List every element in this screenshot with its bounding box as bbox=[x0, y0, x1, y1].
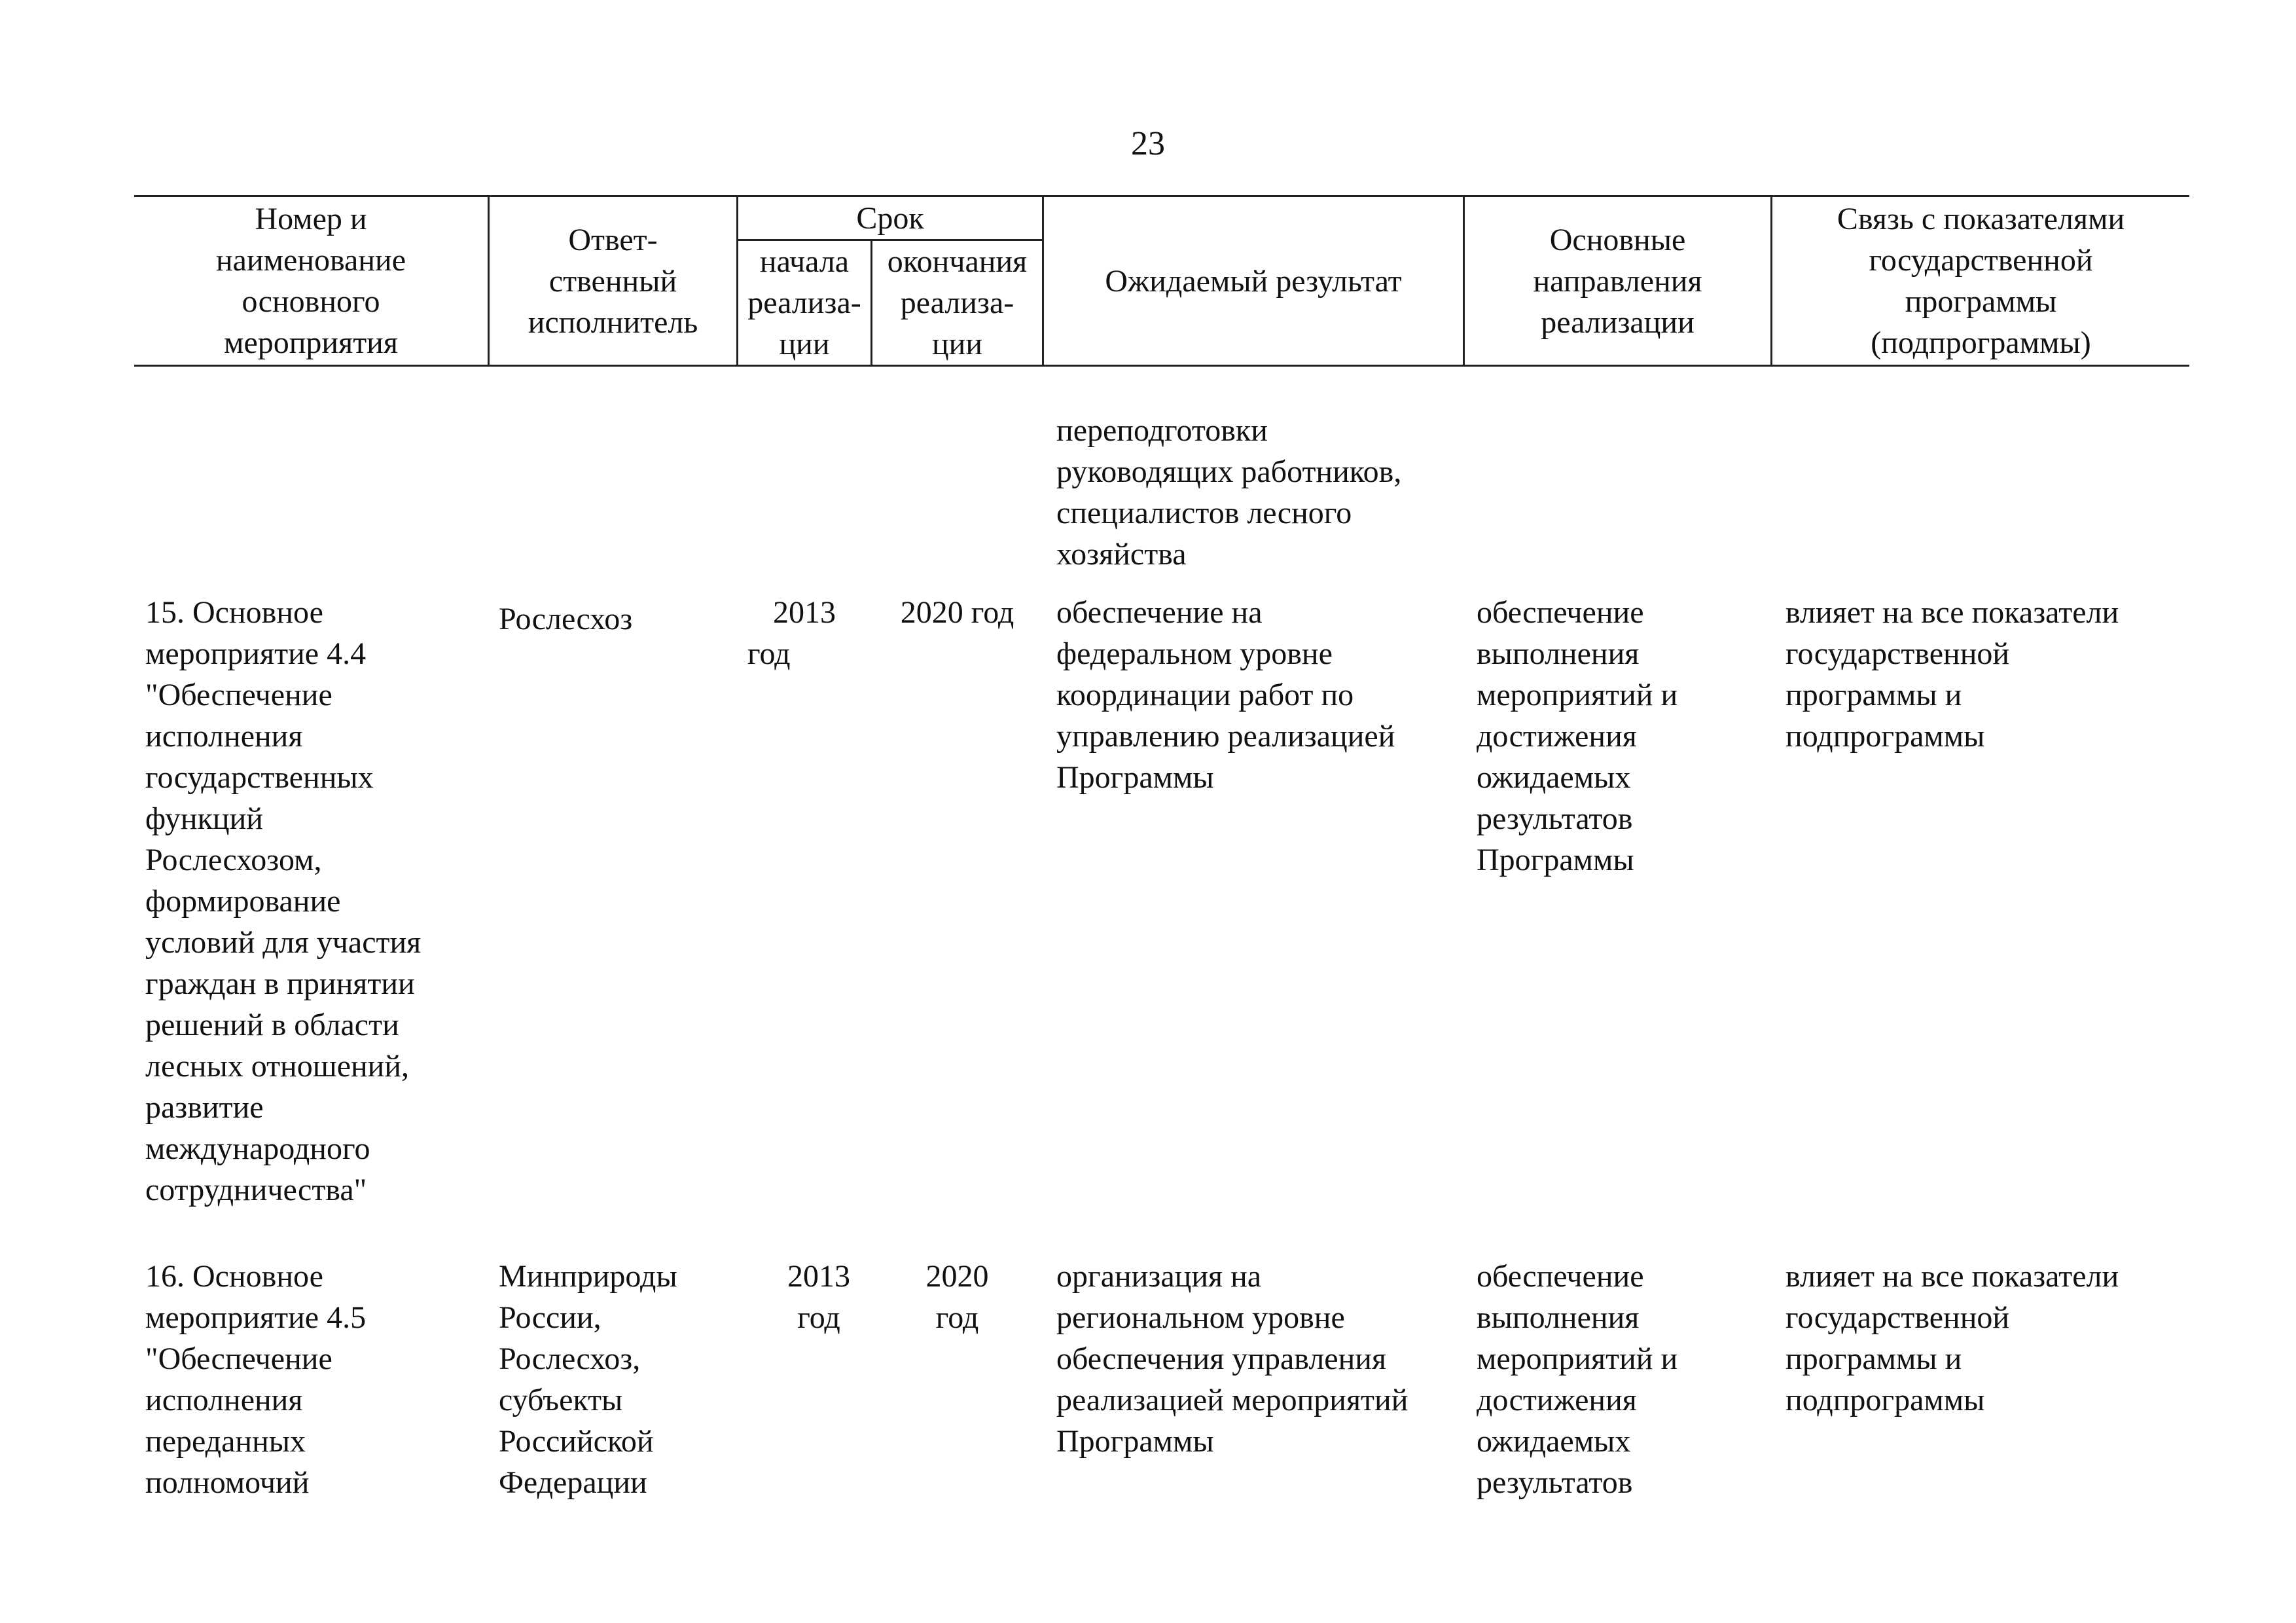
header-line: государственной bbox=[1869, 243, 2093, 278]
row-16-executor bbox=[499, 1256, 677, 1503]
page-number: 23 bbox=[1131, 125, 1165, 162]
text-line: субъекты bbox=[499, 1383, 623, 1417]
text-line: обеспечение bbox=[1477, 595, 1644, 630]
row-15-start bbox=[738, 592, 870, 674]
text-line: подпрограммы bbox=[1785, 1383, 1985, 1417]
text-line: 15. Основное bbox=[145, 595, 323, 630]
text-line: реализацией мероприятий bbox=[1056, 1383, 1408, 1417]
text-line: международного bbox=[145, 1131, 370, 1166]
text-line: лесных отношений, bbox=[145, 1049, 410, 1084]
text-line: выполнения bbox=[1477, 636, 1640, 671]
row-16-directions bbox=[1477, 1256, 1677, 1503]
header-line: начала bbox=[759, 244, 850, 279]
row-15-link bbox=[1785, 592, 2119, 757]
header-line: ции bbox=[779, 327, 830, 361]
header-result bbox=[1044, 197, 1463, 365]
text-line: 2020 bbox=[925, 1259, 989, 1294]
text-line: хозяйства bbox=[1056, 537, 1187, 572]
text-line: программы и bbox=[1785, 1341, 1962, 1376]
text-line: год bbox=[935, 1300, 979, 1335]
header-line: ции bbox=[931, 327, 983, 361]
text-line: 2020 год bbox=[900, 595, 1014, 630]
text-line: развитие bbox=[145, 1090, 264, 1125]
header-line: исполнитель bbox=[528, 304, 698, 340]
text-line: "Обеспечение bbox=[145, 678, 332, 712]
text-line: мероприятие 4.4 bbox=[145, 636, 367, 671]
text-line: Программы bbox=[1056, 760, 1214, 795]
text-line: выполнения bbox=[1477, 1300, 1640, 1335]
text-line: исполнения bbox=[145, 719, 303, 754]
text-line: переданных bbox=[145, 1424, 306, 1459]
text-line: Рослесхоз, bbox=[499, 1341, 641, 1376]
text-line: исполнения bbox=[145, 1383, 303, 1417]
header-line: основного bbox=[242, 284, 380, 319]
header-start bbox=[738, 241, 870, 365]
text-line: Минприроды bbox=[499, 1259, 677, 1294]
text-line: России, bbox=[499, 1300, 601, 1335]
text-line: граждан в принятии bbox=[145, 966, 415, 1001]
text-line: год bbox=[747, 636, 791, 671]
header-line: Номер и bbox=[255, 202, 367, 236]
header-line: Срок bbox=[856, 200, 924, 236]
row-16-start bbox=[738, 1256, 870, 1338]
text-line: Российской bbox=[499, 1424, 654, 1459]
text-line: функций bbox=[145, 801, 263, 836]
text-line: Программы bbox=[1477, 843, 1634, 877]
row-16-result bbox=[1056, 1256, 1408, 1462]
header-line: реализа- bbox=[900, 285, 1014, 320]
row-15-name bbox=[145, 592, 421, 1211]
text-line: достижения bbox=[1477, 719, 1637, 754]
text-line: достижения bbox=[1477, 1383, 1637, 1417]
header-line: окончания bbox=[887, 244, 1028, 279]
text-line: мероприятие 4.5 bbox=[145, 1300, 367, 1335]
text-line: 2013 bbox=[787, 1259, 850, 1294]
text-line: государственных bbox=[145, 760, 374, 795]
text-line: "Обеспечение bbox=[145, 1341, 332, 1376]
row-15-end bbox=[872, 592, 1042, 633]
header-executor bbox=[490, 197, 736, 365]
header-directions bbox=[1465, 197, 1770, 365]
header-line: Ожидаемый результат bbox=[1105, 263, 1402, 299]
header-line: реализа- bbox=[747, 285, 861, 320]
text-line: обеспечение на bbox=[1056, 595, 1263, 630]
text-line: полномочий bbox=[145, 1465, 310, 1500]
text-line: руководящих работников, bbox=[1056, 454, 1402, 489]
header-line: наименование bbox=[215, 243, 406, 278]
header-bottom-rule bbox=[134, 365, 2189, 367]
text-line: Федерации bbox=[499, 1465, 647, 1500]
header-end bbox=[872, 241, 1042, 365]
text-line: государственной bbox=[1785, 1300, 2010, 1335]
text-line: программы и bbox=[1785, 678, 1962, 712]
text-line: федеральном уровне bbox=[1056, 636, 1333, 671]
text-line: региональном уровне bbox=[1056, 1300, 1345, 1335]
header-line: ственный bbox=[548, 263, 677, 299]
text-line: подпрограммы bbox=[1785, 719, 1985, 754]
row-16-link bbox=[1785, 1256, 2119, 1421]
text-line: обеспечения управления bbox=[1056, 1341, 1387, 1376]
header-line: реализации bbox=[1541, 304, 1695, 340]
row-16-name bbox=[145, 1256, 366, 1503]
header-number-name bbox=[134, 197, 488, 365]
text-line: организация на bbox=[1056, 1259, 1262, 1294]
text-line: ожидаемых bbox=[1477, 1424, 1631, 1459]
header-line: мероприятия bbox=[224, 325, 398, 360]
text-line: влияет на все показатели bbox=[1785, 595, 2119, 630]
header-line: Связь с показателями bbox=[1837, 202, 2125, 236]
text-line: управлению реализацией bbox=[1056, 719, 1395, 754]
header-line: программы bbox=[1905, 284, 2057, 319]
text-line: результатов bbox=[1477, 801, 1633, 836]
text-line: координации работ по bbox=[1056, 678, 1354, 712]
header-line: (подпрограммы) bbox=[1871, 325, 2091, 360]
row-15-directions bbox=[1477, 592, 1677, 881]
text-line: переподготовки bbox=[1056, 413, 1268, 448]
text-line: мероприятий и bbox=[1477, 1341, 1678, 1376]
header-term bbox=[738, 197, 1042, 239]
row-15-executor bbox=[499, 598, 632, 640]
text-line: условий для участия bbox=[145, 925, 422, 960]
text-line: влияет на все показатели bbox=[1785, 1259, 2119, 1294]
continuation-result bbox=[1056, 410, 1401, 575]
text-line: сотрудничества" bbox=[145, 1173, 367, 1207]
text-line: 16. Основное bbox=[145, 1259, 323, 1294]
text-line: ожидаемых bbox=[1477, 760, 1631, 795]
header-link bbox=[1772, 197, 2189, 365]
text-line: Рослесхоз bbox=[499, 602, 633, 636]
text-line: специалистов лесного bbox=[1056, 496, 1352, 530]
text-line: мероприятий и bbox=[1477, 678, 1678, 712]
text-line: результатов bbox=[1477, 1465, 1633, 1500]
text-line: Программы bbox=[1056, 1424, 1214, 1459]
header-line: Основные bbox=[1549, 222, 1686, 257]
text-line: формирование bbox=[145, 884, 341, 919]
text-line: обеспечение bbox=[1477, 1259, 1644, 1294]
text-line: Рослесхозом, bbox=[145, 843, 322, 877]
text-line: государственной bbox=[1785, 636, 2010, 671]
header-line: направления bbox=[1533, 263, 1702, 299]
row-15-result bbox=[1056, 592, 1395, 798]
text-line: 2013 bbox=[773, 595, 836, 630]
text-line: решений в области bbox=[145, 1008, 399, 1042]
header-line: Ответ- bbox=[568, 222, 658, 257]
text-line: год bbox=[797, 1300, 840, 1335]
row-16-end bbox=[872, 1256, 1042, 1338]
